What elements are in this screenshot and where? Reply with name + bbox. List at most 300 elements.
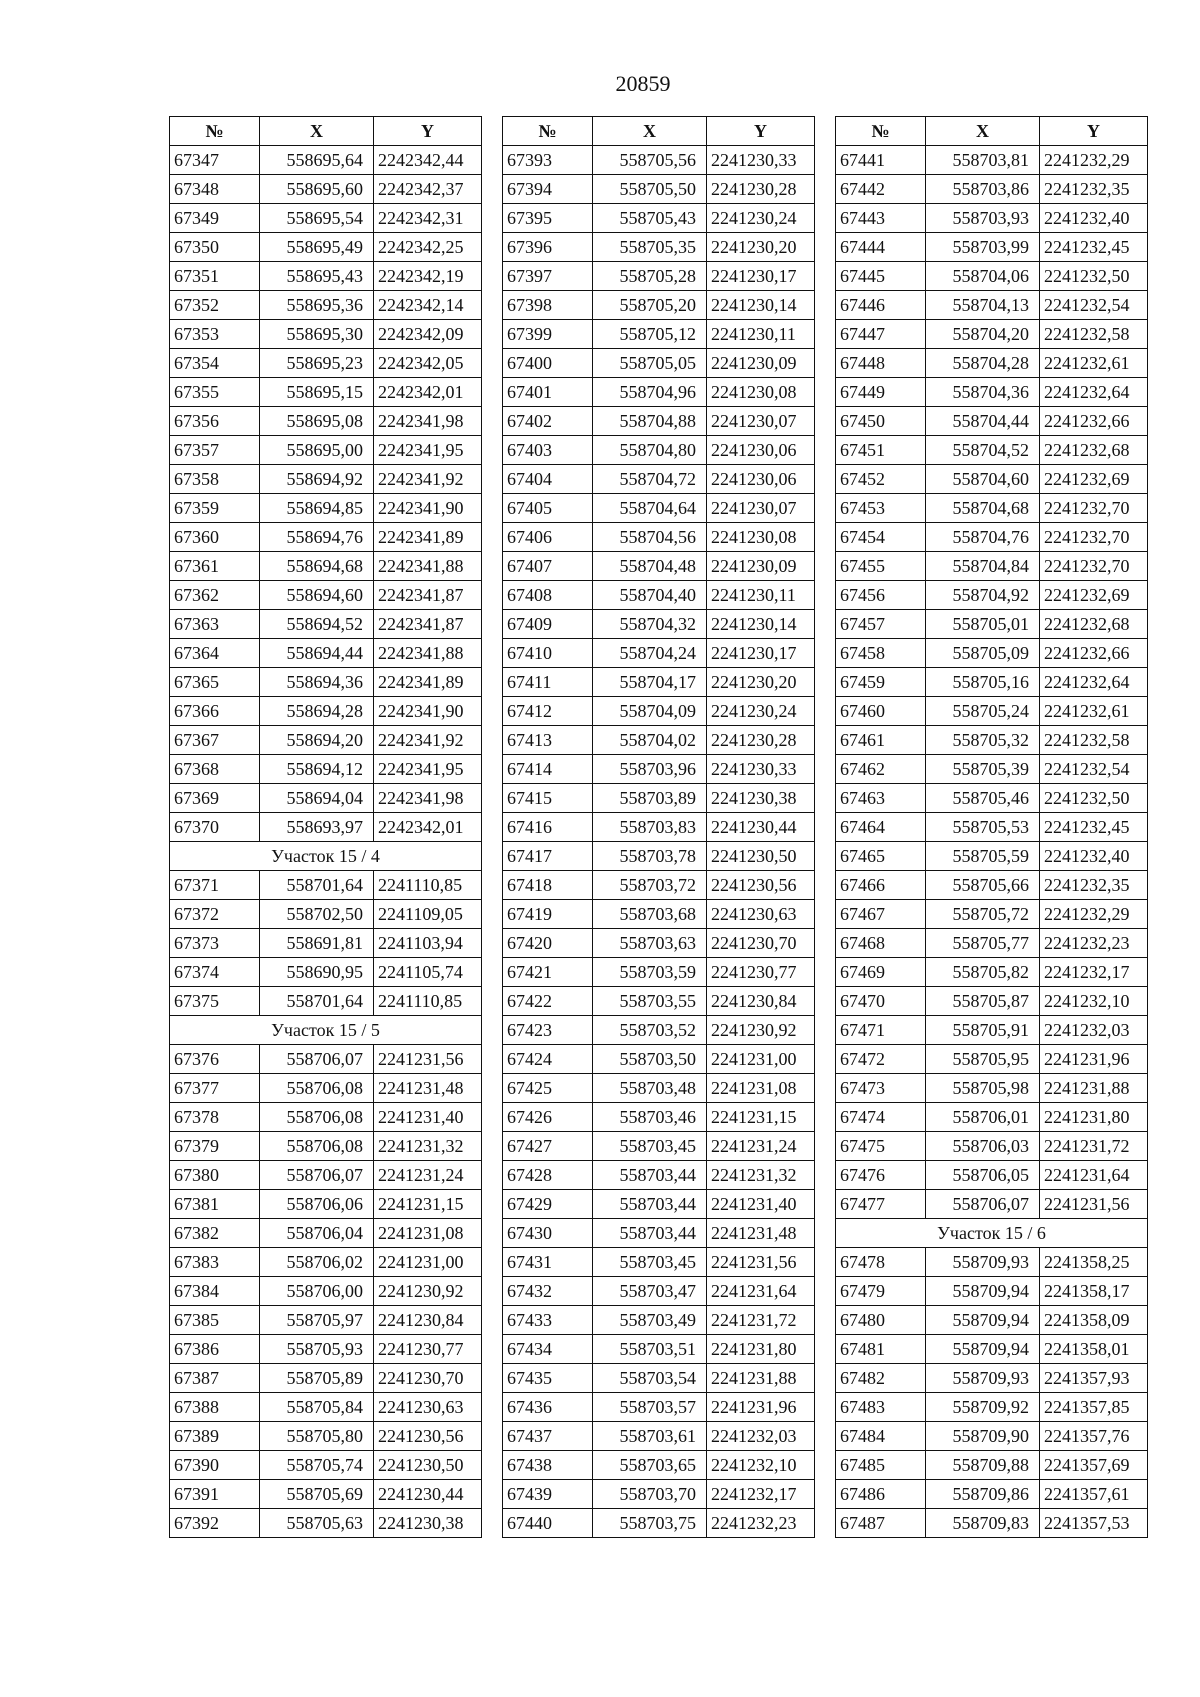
x-coordinate-cell: 558705,91	[926, 1016, 1040, 1045]
table-row	[836, 1306, 1148, 1335]
header-row	[836, 117, 1148, 146]
y-coordinate-cell: 2241230,44	[374, 1480, 482, 1509]
table-row	[170, 784, 482, 813]
table-row	[170, 958, 482, 987]
point-number-cell: 67353	[170, 320, 260, 349]
point-number-cell: 67482	[836, 1364, 926, 1393]
point-number-cell: 67386	[170, 1335, 260, 1364]
header-x: X	[926, 117, 1040, 146]
point-number-cell: 67391	[170, 1480, 260, 1509]
point-number-cell: 67426	[503, 1103, 593, 1132]
y-coordinate-cell: 2241232,40	[1040, 842, 1148, 871]
point-number-cell: 67422	[503, 987, 593, 1016]
x-coordinate-cell: 558695,15	[260, 378, 374, 407]
point-number-cell: 67354	[170, 349, 260, 378]
table-row	[170, 726, 482, 755]
x-coordinate-cell: 558703,57	[593, 1393, 707, 1422]
table-row	[503, 465, 815, 494]
x-coordinate-cell: 558694,60	[260, 581, 374, 610]
x-coordinate-cell: 558705,05	[593, 349, 707, 378]
x-coordinate-cell: 558709,94	[926, 1277, 1040, 1306]
point-number-cell: 67459	[836, 668, 926, 697]
table-row	[503, 1277, 815, 1306]
point-number-cell: 67471	[836, 1016, 926, 1045]
y-coordinate-cell: 2241230,28	[707, 175, 815, 204]
x-coordinate-cell: 558704,68	[926, 494, 1040, 523]
point-number-cell: 67390	[170, 1451, 260, 1480]
x-coordinate-cell: 558703,55	[593, 987, 707, 1016]
x-coordinate-cell: 558694,92	[260, 465, 374, 494]
y-coordinate-cell: 2241231,96	[707, 1393, 815, 1422]
y-coordinate-cell: 2242341,92	[374, 726, 482, 755]
y-coordinate-cell: 2241230,14	[707, 610, 815, 639]
point-number-cell: 67464	[836, 813, 926, 842]
table-row	[170, 1190, 482, 1219]
y-coordinate-cell: 2241230,84	[374, 1306, 482, 1335]
table-row	[836, 1248, 1148, 1277]
section-title: Участок 15 / 4	[170, 842, 482, 871]
point-number-cell: 67460	[836, 697, 926, 726]
header-y: Y	[707, 117, 815, 146]
x-coordinate-cell: 558695,30	[260, 320, 374, 349]
y-coordinate-cell: 2241232,23	[1040, 929, 1148, 958]
table-row	[836, 1132, 1148, 1161]
point-number-cell: 67446	[836, 291, 926, 320]
x-coordinate-cell: 558705,80	[260, 1422, 374, 1451]
table-row	[836, 523, 1148, 552]
table-row	[170, 639, 482, 668]
y-coordinate-cell: 2242342,31	[374, 204, 482, 233]
y-coordinate-cell: 2242342,09	[374, 320, 482, 349]
header-x: X	[593, 117, 707, 146]
x-coordinate-cell: 558709,92	[926, 1393, 1040, 1422]
x-coordinate-cell: 558703,44	[593, 1161, 707, 1190]
x-coordinate-cell: 558709,93	[926, 1248, 1040, 1277]
y-coordinate-cell: 2241110,85	[374, 987, 482, 1016]
x-coordinate-cell: 558694,52	[260, 610, 374, 639]
table-row	[170, 1364, 482, 1393]
table-row	[836, 204, 1148, 233]
x-coordinate-cell: 558703,63	[593, 929, 707, 958]
point-number-cell: 67404	[503, 465, 593, 494]
point-number-cell: 67434	[503, 1335, 593, 1364]
x-coordinate-cell: 558703,75	[593, 1509, 707, 1538]
table-row	[170, 1219, 482, 1248]
y-coordinate-cell: 2241230,56	[374, 1422, 482, 1451]
point-number-cell: 67367	[170, 726, 260, 755]
table-row	[503, 1190, 815, 1219]
x-coordinate-cell: 558706,04	[260, 1219, 374, 1248]
x-coordinate-cell: 558695,49	[260, 233, 374, 262]
y-coordinate-cell: 2241231,32	[374, 1132, 482, 1161]
point-number-cell: 67452	[836, 465, 926, 494]
table-row	[503, 1248, 815, 1277]
table-row	[170, 929, 482, 958]
table-row	[503, 610, 815, 639]
x-coordinate-cell: 558705,93	[260, 1335, 374, 1364]
point-number-cell: 67478	[836, 1248, 926, 1277]
point-number-cell: 67421	[503, 958, 593, 987]
x-coordinate-cell: 558695,64	[260, 146, 374, 175]
y-coordinate-cell: 2241230,38	[707, 784, 815, 813]
y-coordinate-cell: 2241230,77	[707, 958, 815, 987]
x-coordinate-cell: 558703,52	[593, 1016, 707, 1045]
point-number-cell: 67397	[503, 262, 593, 291]
point-number-cell: 67410	[503, 639, 593, 668]
y-coordinate-cell: 2241358,17	[1040, 1277, 1148, 1306]
table-row	[836, 1277, 1148, 1306]
point-number-cell: 67474	[836, 1103, 926, 1132]
table-row	[836, 900, 1148, 929]
y-coordinate-cell: 2241230,08	[707, 523, 815, 552]
point-number-cell: 67409	[503, 610, 593, 639]
y-coordinate-cell: 2241230,84	[707, 987, 815, 1016]
y-coordinate-cell: 2242342,37	[374, 175, 482, 204]
y-coordinate-cell: 2241230,24	[707, 697, 815, 726]
point-number-cell: 67463	[836, 784, 926, 813]
x-coordinate-cell: 558706,02	[260, 1248, 374, 1277]
x-coordinate-cell: 558694,68	[260, 552, 374, 581]
point-number-cell: 67376	[170, 1045, 260, 1074]
point-number-cell: 67380	[170, 1161, 260, 1190]
x-coordinate-cell: 558705,39	[926, 755, 1040, 784]
table-row	[503, 842, 815, 871]
y-coordinate-cell: 2241232,50	[1040, 262, 1148, 291]
table-body	[836, 146, 1148, 1538]
table-row	[170, 175, 482, 204]
table-row	[503, 1364, 815, 1393]
point-number-cell: 67364	[170, 639, 260, 668]
x-coordinate-cell: 558703,61	[593, 1422, 707, 1451]
x-coordinate-cell: 558705,59	[926, 842, 1040, 871]
y-coordinate-cell: 2242341,87	[374, 581, 482, 610]
x-coordinate-cell: 558709,90	[926, 1422, 1040, 1451]
table-row	[503, 958, 815, 987]
y-coordinate-cell: 2241230,70	[707, 929, 815, 958]
y-coordinate-cell: 2241231,96	[1040, 1045, 1148, 1074]
table-row	[170, 1451, 482, 1480]
point-number-cell: 67480	[836, 1306, 926, 1335]
point-number-cell: 67412	[503, 697, 593, 726]
point-number-cell: 67442	[836, 175, 926, 204]
table-row	[503, 668, 815, 697]
table-row	[836, 1451, 1148, 1480]
x-coordinate-cell: 558703,72	[593, 871, 707, 900]
y-coordinate-cell: 2241230,70	[374, 1364, 482, 1393]
x-coordinate-cell: 558703,45	[593, 1132, 707, 1161]
y-coordinate-cell: 2241230,92	[707, 1016, 815, 1045]
x-coordinate-cell: 558704,76	[926, 523, 1040, 552]
table-row	[836, 842, 1148, 871]
point-number-cell: 67449	[836, 378, 926, 407]
x-coordinate-cell: 558704,32	[593, 610, 707, 639]
x-coordinate-cell: 558706,06	[260, 1190, 374, 1219]
point-number-cell: 67486	[836, 1480, 926, 1509]
point-number-cell: 67423	[503, 1016, 593, 1045]
point-number-cell: 67347	[170, 146, 260, 175]
y-coordinate-cell: 2241232,69	[1040, 465, 1148, 494]
point-number-cell: 67437	[503, 1422, 593, 1451]
x-coordinate-cell: 558703,44	[593, 1219, 707, 1248]
y-coordinate-cell: 2241357,93	[1040, 1364, 1148, 1393]
point-number-cell: 67400	[503, 349, 593, 378]
coordinates-table-3	[835, 116, 1148, 1538]
y-coordinate-cell: 2242342,01	[374, 813, 482, 842]
table-row	[503, 1393, 815, 1422]
table-row	[503, 407, 815, 436]
table-row	[503, 726, 815, 755]
y-coordinate-cell: 2241232,61	[1040, 349, 1148, 378]
x-coordinate-cell: 558703,68	[593, 900, 707, 929]
y-coordinate-cell: 2241230,20	[707, 668, 815, 697]
y-coordinate-cell: 2241230,63	[707, 900, 815, 929]
point-number-cell: 67456	[836, 581, 926, 610]
table-row	[170, 436, 482, 465]
point-number-cell: 67394	[503, 175, 593, 204]
x-coordinate-cell: 558704,36	[926, 378, 1040, 407]
x-coordinate-cell: 558704,13	[926, 291, 1040, 320]
x-coordinate-cell: 558704,92	[926, 581, 1040, 610]
x-coordinate-cell: 558703,81	[926, 146, 1040, 175]
x-coordinate-cell: 558705,16	[926, 668, 1040, 697]
point-number-cell: 67479	[836, 1277, 926, 1306]
point-number-cell: 67487	[836, 1509, 926, 1538]
table-row	[170, 465, 482, 494]
x-coordinate-cell: 558703,50	[593, 1045, 707, 1074]
point-number-cell: 67447	[836, 320, 926, 349]
x-coordinate-cell: 558706,01	[926, 1103, 1040, 1132]
table-row	[503, 900, 815, 929]
y-coordinate-cell: 2241232,45	[1040, 233, 1148, 262]
x-coordinate-cell: 558705,53	[926, 813, 1040, 842]
y-coordinate-cell: 2241232,03	[1040, 1016, 1148, 1045]
y-coordinate-cell: 2241231,15	[374, 1190, 482, 1219]
table-row	[836, 1364, 1148, 1393]
x-coordinate-cell: 558695,23	[260, 349, 374, 378]
x-coordinate-cell: 558693,97	[260, 813, 374, 842]
y-coordinate-cell: 2241230,11	[707, 320, 815, 349]
point-number-cell: 67483	[836, 1393, 926, 1422]
table-row	[170, 1393, 482, 1422]
table-row	[836, 378, 1148, 407]
header-number: №	[836, 117, 926, 146]
y-coordinate-cell: 2241232,70	[1040, 494, 1148, 523]
x-coordinate-cell: 558706,07	[260, 1161, 374, 1190]
y-coordinate-cell: 2241231,00	[707, 1045, 815, 1074]
y-coordinate-cell: 2241232,35	[1040, 175, 1148, 204]
point-number-cell: 67440	[503, 1509, 593, 1538]
x-coordinate-cell: 558703,96	[593, 755, 707, 784]
point-number-cell: 67461	[836, 726, 926, 755]
x-coordinate-cell: 558702,50	[260, 900, 374, 929]
point-number-cell: 67432	[503, 1277, 593, 1306]
point-number-cell: 67348	[170, 175, 260, 204]
x-coordinate-cell: 558705,20	[593, 291, 707, 320]
point-number-cell: 67395	[503, 204, 593, 233]
y-coordinate-cell: 2241230,17	[707, 639, 815, 668]
point-number-cell: 67424	[503, 1045, 593, 1074]
table-row	[170, 523, 482, 552]
table-row	[503, 1074, 815, 1103]
point-number-cell: 67381	[170, 1190, 260, 1219]
point-number-cell: 67363	[170, 610, 260, 639]
table-row	[836, 1509, 1148, 1538]
point-number-cell: 67436	[503, 1393, 593, 1422]
y-coordinate-cell: 2242341,88	[374, 552, 482, 581]
table-row	[836, 755, 1148, 784]
point-number-cell: 67374	[170, 958, 260, 987]
table-row	[170, 610, 482, 639]
y-coordinate-cell: 2241232,40	[1040, 204, 1148, 233]
table-row	[503, 552, 815, 581]
point-number-cell: 67406	[503, 523, 593, 552]
x-coordinate-cell: 558703,59	[593, 958, 707, 987]
point-number-cell: 67349	[170, 204, 260, 233]
x-coordinate-cell: 558705,84	[260, 1393, 374, 1422]
coordinates-table-1	[169, 116, 482, 1538]
table-row	[836, 146, 1148, 175]
y-coordinate-cell: 2242342,14	[374, 291, 482, 320]
y-coordinate-cell: 2241232,68	[1040, 610, 1148, 639]
point-number-cell: 67419	[503, 900, 593, 929]
x-coordinate-cell: 558694,44	[260, 639, 374, 668]
y-coordinate-cell: 2241231,48	[374, 1074, 482, 1103]
y-coordinate-cell: 2241231,08	[707, 1074, 815, 1103]
point-number-cell: 67415	[503, 784, 593, 813]
point-number-cell: 67462	[836, 755, 926, 784]
y-coordinate-cell: 2241231,40	[374, 1103, 482, 1132]
y-coordinate-cell: 2241232,54	[1040, 291, 1148, 320]
table-row	[836, 349, 1148, 378]
table-row	[503, 1161, 815, 1190]
table-row	[836, 233, 1148, 262]
x-coordinate-cell: 558706,05	[926, 1161, 1040, 1190]
point-number-cell: 67429	[503, 1190, 593, 1219]
table-row	[170, 1103, 482, 1132]
y-coordinate-cell: 2241232,66	[1040, 407, 1148, 436]
x-coordinate-cell: 558705,72	[926, 900, 1040, 929]
x-coordinate-cell: 558704,88	[593, 407, 707, 436]
point-number-cell: 67453	[836, 494, 926, 523]
table-row	[170, 1248, 482, 1277]
x-coordinate-cell: 558706,07	[926, 1190, 1040, 1219]
table-row	[503, 436, 815, 465]
table-row	[836, 552, 1148, 581]
point-number-cell: 67398	[503, 291, 593, 320]
y-coordinate-cell: 2241105,74	[374, 958, 482, 987]
x-coordinate-cell: 558703,48	[593, 1074, 707, 1103]
x-coordinate-cell: 558705,98	[926, 1074, 1040, 1103]
y-coordinate-cell: 2241231,48	[707, 1219, 815, 1248]
y-coordinate-cell: 2241231,24	[707, 1132, 815, 1161]
point-number-cell: 67445	[836, 262, 926, 291]
y-coordinate-cell: 2242342,25	[374, 233, 482, 262]
point-number-cell: 67352	[170, 291, 260, 320]
point-number-cell: 67428	[503, 1161, 593, 1190]
point-number-cell: 67454	[836, 523, 926, 552]
point-number-cell: 67370	[170, 813, 260, 842]
table-row	[170, 813, 482, 842]
table-row	[503, 1103, 815, 1132]
table-row	[503, 639, 815, 668]
table-row	[170, 552, 482, 581]
x-coordinate-cell: 558694,12	[260, 755, 374, 784]
y-coordinate-cell: 2241230,63	[374, 1393, 482, 1422]
point-number-cell: 67457	[836, 610, 926, 639]
table-row	[170, 900, 482, 929]
y-coordinate-cell: 2241232,64	[1040, 668, 1148, 697]
x-coordinate-cell: 558694,76	[260, 523, 374, 552]
point-number-cell: 67418	[503, 871, 593, 900]
point-number-cell: 67451	[836, 436, 926, 465]
x-coordinate-cell: 558704,48	[593, 552, 707, 581]
table-row	[836, 175, 1148, 204]
table-row	[170, 378, 482, 407]
table-row	[170, 262, 482, 291]
y-coordinate-cell: 2241232,29	[1040, 900, 1148, 929]
table-row	[503, 1219, 815, 1248]
table-row	[836, 1393, 1148, 1422]
y-coordinate-cell: 2241230,77	[374, 1335, 482, 1364]
table-row	[503, 697, 815, 726]
table-row	[170, 1132, 482, 1161]
x-coordinate-cell: 558709,83	[926, 1509, 1040, 1538]
point-number-cell: 67435	[503, 1364, 593, 1393]
x-coordinate-cell: 558694,28	[260, 697, 374, 726]
x-coordinate-cell: 558701,64	[260, 987, 374, 1016]
y-coordinate-cell: 2242341,95	[374, 755, 482, 784]
y-coordinate-cell: 2241230,09	[707, 552, 815, 581]
table-row	[836, 1161, 1148, 1190]
y-coordinate-cell: 2241231,24	[374, 1161, 482, 1190]
y-coordinate-cell: 2241232,45	[1040, 813, 1148, 842]
x-coordinate-cell: 558701,64	[260, 871, 374, 900]
y-coordinate-cell: 2241232,29	[1040, 146, 1148, 175]
y-coordinate-cell: 2241109,05	[374, 900, 482, 929]
point-number-cell: 67383	[170, 1248, 260, 1277]
y-coordinate-cell: 2241357,61	[1040, 1480, 1148, 1509]
x-coordinate-cell: 558690,95	[260, 958, 374, 987]
point-number-cell: 67393	[503, 146, 593, 175]
point-number-cell: 67366	[170, 697, 260, 726]
point-number-cell: 67368	[170, 755, 260, 784]
x-coordinate-cell: 558694,36	[260, 668, 374, 697]
y-coordinate-cell: 2241232,03	[707, 1422, 815, 1451]
table-row	[170, 204, 482, 233]
point-number-cell: 67444	[836, 233, 926, 262]
table-row	[836, 291, 1148, 320]
x-coordinate-cell: 558705,46	[926, 784, 1040, 813]
table-row	[836, 494, 1148, 523]
x-coordinate-cell: 558704,44	[926, 407, 1040, 436]
point-number-cell: 67396	[503, 233, 593, 262]
point-number-cell: 67375	[170, 987, 260, 1016]
y-coordinate-cell: 2242342,19	[374, 262, 482, 291]
y-coordinate-cell: 2241232,10	[707, 1451, 815, 1480]
table-row	[836, 1074, 1148, 1103]
table-row	[503, 262, 815, 291]
x-coordinate-cell: 558694,04	[260, 784, 374, 813]
point-number-cell: 67387	[170, 1364, 260, 1393]
point-number-cell: 67358	[170, 465, 260, 494]
y-coordinate-cell: 2241230,11	[707, 581, 815, 610]
point-number-cell: 67450	[836, 407, 926, 436]
table-row	[503, 349, 815, 378]
table-row	[836, 262, 1148, 291]
table-row	[836, 1335, 1148, 1364]
x-coordinate-cell: 558706,08	[260, 1103, 374, 1132]
table-row	[503, 204, 815, 233]
